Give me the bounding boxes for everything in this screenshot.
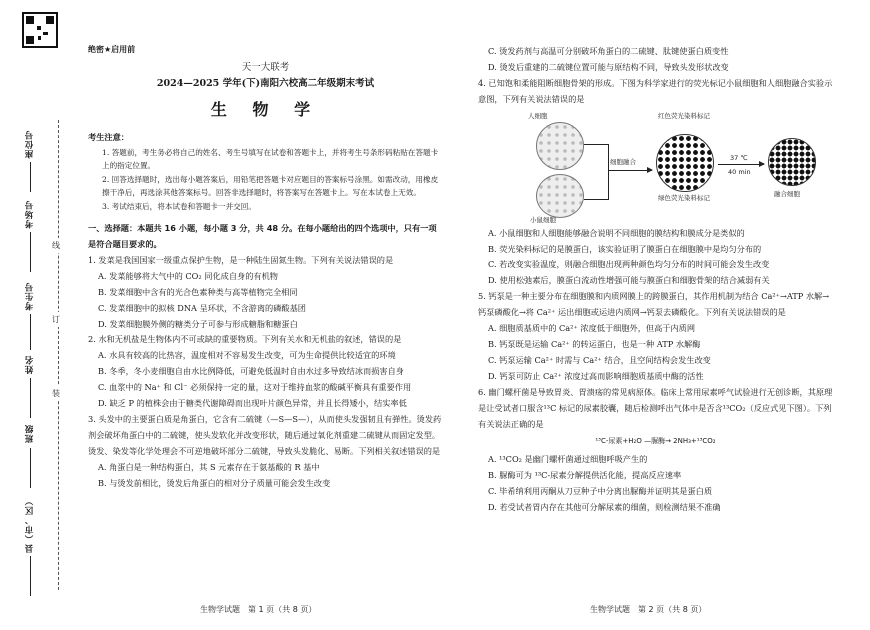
question-1-option: A. 发菜能够将大气中的 CO₂ 同化成自身的有机物: [98, 270, 278, 281]
human-cell-label: 人细胞: [528, 111, 548, 120]
question-5-option: D. 钙泵可防止 Ca²⁺ 浓度过高而影响细胞质基质中酶的活性: [488, 370, 704, 381]
cell-fusion-figure: [528, 112, 818, 224]
question-4-option: C. 若改变实验温度，则融合细胞出现两种颜色均匀分布的时间可能会发生改变: [488, 259, 770, 270]
notice-item: 2. 回答选择题时，选出每小题答案后，用铅笔把答题卡对应题目的答案标号涂黑。如需改动，用橡皮擦干净后，再选涂其他答案标号。回答非选择题时，将答案写在答题卡上。写在本试卷上无效。: [102, 174, 439, 198]
question-1-option: C. 发菜细胞中的拟核 DNA 呈环状，不含游离的磷酸基团: [98, 302, 306, 313]
county-fill-line: [30, 556, 31, 596]
question-2-option: A. 水具有较高的比热容，温度相对不容易发生改变，可为生命提供比较适宜的环境: [98, 350, 396, 361]
fused-cell-separated-icon: [656, 134, 714, 192]
question-3-option: B. 与烫发前相比，烫发后角蛋白的相对分子质量可能会发生改变: [98, 477, 331, 488]
seat-fill-line: [30, 162, 31, 192]
qr-code-icon: [22, 12, 58, 48]
exam-organizer: 天一大联考: [241, 61, 290, 73]
fusion-bracket: [584, 144, 609, 200]
question-5-option: A. 细胞质基质中的 Ca²⁺ 浓度低于细胞外，但高于内质网: [488, 323, 696, 334]
fusion-arrow: [608, 170, 652, 171]
exam-title: 2024—2025 学年(下)南阳六校高二年级期末考试: [156, 77, 375, 89]
mouse-cell-label: 小鼠细胞: [530, 215, 556, 224]
page-footer-1: 生物学试题 第 1 页（共 8 页）: [200, 605, 317, 614]
question-2-option: B. 冬季，冬小麦细胞自由水比例降低，可避免低温时自由水过多导致结冰而损害自身: [98, 366, 404, 377]
exam-room-label: 考场号: [25, 200, 35, 229]
temperature-label: 37 ℃: [730, 153, 748, 162]
candidate-id-label: 考生号: [25, 282, 35, 311]
secret-mark: 绝密★启用前: [88, 45, 136, 54]
question-5-option: B. 钙泵既是运输 Ca²⁺ 的转运蛋白，也是一种 ATP 水解酶: [488, 338, 701, 349]
question-5-stem: 5. 钙泵是一种主要分布在细胞膜和内质网膜上的跨膜蛋白，其作用机制为结合 Ca²⁺→ATP 水解→钙泵磷酸化→将 Ca²⁺ 运出细胞或运进内质网→钙泵去磷酸化。下列有关说法错误的是: [478, 291, 830, 318]
cut-line: [58, 120, 59, 590]
seat-label: 座位号: [25, 130, 35, 159]
result-cell-label: 融合细胞: [774, 189, 800, 198]
question-1-stem: 1. 发菜是我国国家一级重点保护生物，是一种陆生固氮生物。下列有关说法错误的是: [88, 254, 394, 265]
question-6-option: D. 若受试者胃内存在其他可分解尿素的细菌，则检测结果不准确: [488, 502, 721, 513]
question-6-option: A. ¹³CO₂ 是幽门螺杆菌通过细胞呼吸产生的: [488, 454, 648, 465]
class-label: 班级: [25, 424, 35, 443]
question-2-option: D. 缺乏 P 的植株会由于糖类代谢障碍而出现叶片颜色异常，并且长得矮小，结实率低: [98, 398, 407, 409]
question-6-stem: 6. 幽门螺杆菌是导致胃炎、胃溃疡的常见病原体。临床上常用尿素呼气试验进行无创诊断，其原理是让受试者口服含¹³C 标记的尿素胶囊，随后检测呼出气体中是否含¹³CO₂（反应式见下图）。下列有关说法正确的是: [478, 386, 833, 429]
section-heading: 一、选择题：本题共 16 小题，每小题 3 分，共 48 分。在每小题给出的四个选项中，只有一项是符合题目要求的。: [88, 223, 437, 250]
question-4-stem: 4. 已知饱和柔能阻断细胞骨架的形成。下图为科学家进行的荧光标记小鼠细胞和人细胞融合实验示意图，下列有关说法错误的是: [478, 77, 833, 104]
seal-word-mount: 装: [52, 386, 60, 401]
question-5-option: C. 钙泵运输 Ca²⁺ 时需与 Ca²⁺ 结合，且空间结构会发生改变: [488, 354, 711, 365]
right-column: [478, 44, 833, 516]
exam-room-fill-line: [30, 232, 31, 272]
name-fill-line: [30, 378, 31, 418]
mouse-cell-icon: [536, 174, 584, 218]
question-3-stem: 3. 头发中的主要蛋白质是角蛋白，它含有二硫键（—S—S—），从而使头发强韧且有弹性。烫发药剂会破坏角蛋白中的二硫键，使头发软化并改变形状，随后通过氧化剂重建二硫键从而固定发型。烫发、染发等化学处理会不可逆地破坏部分二硫键，导致头发脆化、易断。下列相关叙述错误的是: [88, 414, 442, 456]
notice-item: 3. 考试结束后，将本试卷和答题卡一并交回。: [102, 201, 256, 211]
human-cell-icon: [536, 122, 584, 170]
binding-strip: [0, 0, 68, 630]
green-dye-label: 绿色荧光染料标记: [658, 193, 710, 202]
question-4-option: A. 小鼠细胞和人细胞能够融合说明不同细胞的膜结构和膜成分是类似的: [488, 227, 745, 238]
question-6-option: C. 毕希纳利用丙酮从刀豆种子中分离出脲酶并证明其是蛋白质: [488, 486, 713, 497]
notice-item: 1. 答题前，考生务必将自己的姓名、考生号填写在试卷和答题卡上，并将考生号条形码粘贴在答题卡上的指定位置。: [102, 147, 439, 171]
time-label: 40 min: [728, 167, 751, 176]
notice-heading: 考生注意：: [88, 131, 129, 142]
question-4-option: D. 使用松弛素后，膜蛋白流动性增强可能与膜蛋白和细胞骨架的结合减弱有关: [488, 275, 770, 286]
question-6-option: B. 脲酶可为 ¹³C-尿素分解提供活化能，提高反应速率: [488, 470, 682, 481]
question-1-option: B. 发菜细胞中含有的光合色素种类与高等植物完全相同: [98, 286, 298, 297]
fused-cell-mixed-icon: [768, 138, 816, 186]
county-label: 县（市、区）: [25, 496, 35, 553]
question-1-option: D. 发菜细胞膜外侧的糖类分子可参与形成糖脂和糖蛋白: [98, 318, 298, 329]
question-3-option: C. 烫发药剂与高温可分别破坏角蛋白的二硫键、肽键使蛋白质变性: [488, 46, 729, 56]
seal-word-line: 线: [52, 238, 60, 253]
question-4-option: B. 荧光染料标记的是膜蛋白，该实验证明了膜蛋白在细胞膜中是均匀分布的: [488, 243, 762, 254]
question-3-option: A. 角蛋白是一种结构蛋白，其 S 元素存在于氨基酸的 R 基中: [98, 461, 320, 472]
seal-word-bind: 订: [52, 312, 60, 327]
candidate-id-fill-line: [30, 314, 31, 350]
name-label: 姓名: [25, 355, 35, 374]
incubation-arrow: [718, 164, 764, 165]
left-column: [88, 42, 443, 492]
question-3-option: D. 烫发后重建的二硫键位置可能与原结构不同，导致头发形状改变: [488, 61, 729, 72]
class-fill-line: [30, 448, 31, 488]
question-2-stem: 2. 水和无机盐是生物体内不可或缺的重要物质。下列有关水和无机盐的叙述，错误的是: [88, 334, 402, 345]
page-footer-2: 生物学试题 第 2 页（共 8 页）: [590, 605, 707, 614]
question-2-option: C. 血浆中的 Na⁺ 和 Cl⁻ 必须保持一定的量，这对于维持血浆的酸碱平衡具有重要作用: [98, 382, 412, 393]
fusion-label: 细胞融合: [610, 157, 636, 166]
urea-reaction-equation: ¹³C-尿素+H₂O —脲酶→ 2NH₃+¹³CO₂: [595, 437, 716, 446]
red-dye-label: 红色荧光染料标记: [658, 111, 710, 120]
subject-title: 生 物 学: [210, 99, 321, 119]
